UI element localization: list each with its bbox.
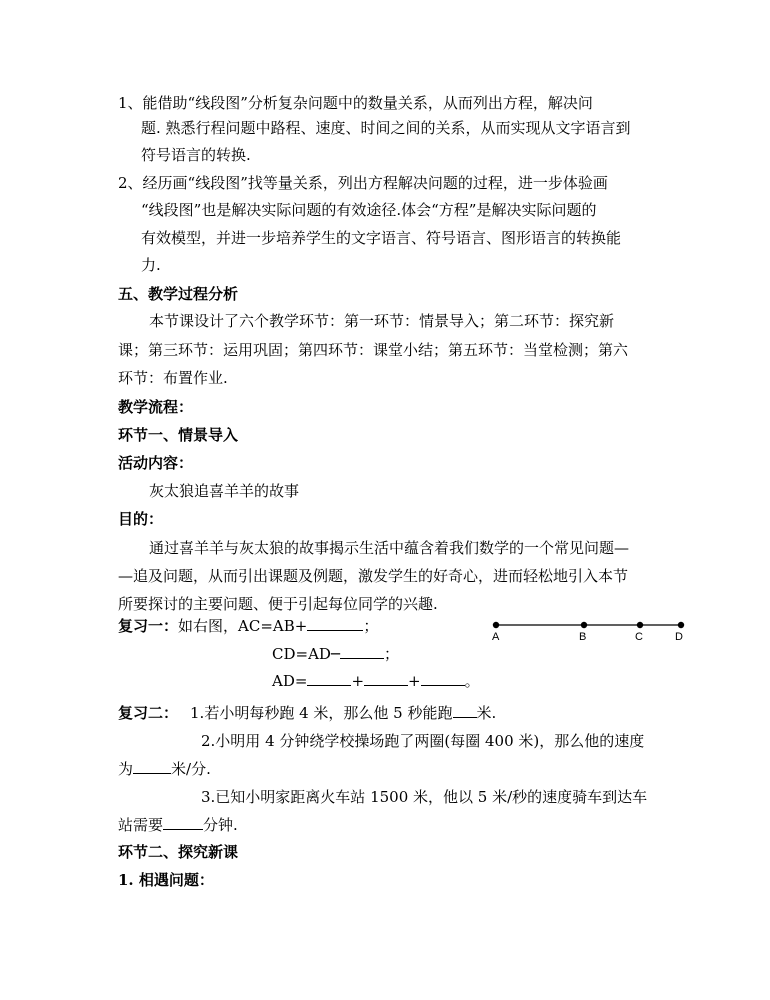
step-2-heading: 环节二、探究新课 (118, 843, 239, 861)
objective-2-line-2: “线段图”也是解决实际问题的有效途径.体会“方程”是解决实际问题的 (141, 201, 597, 219)
review-1-q2-text: CD=AD─ (272, 645, 340, 663)
purpose-label: 目的： (118, 510, 164, 528)
review-2-q2-line-1: 2.小明用 4 分钟绕学校操场跑了两圈(每圈 400 米)，那么他的速度 (201, 732, 645, 750)
review-2-line-1 (118, 703, 496, 723)
review-1-q3-text: AD= (272, 672, 308, 690)
review-2-q3-unit: 分钟. (203, 816, 238, 834)
review-2-q1-unit: 米. (476, 704, 497, 722)
objective-2-line-1: 2、经历画“线段图”找等量关系，列出方程解决问题的过程，进一步体验画 (118, 174, 608, 192)
objective-2-line-4: 力. (141, 256, 161, 274)
review-1-q1-end: ； (363, 617, 379, 635)
purpose-line-3: 所要探讨的主要问题、便于引起每位同学的兴趣. (118, 595, 438, 613)
answer-blank (307, 671, 351, 686)
meeting-problem-heading: 1. 相遇问题： (118, 871, 214, 889)
answer-blank (421, 671, 465, 686)
review-1-line-2 (272, 644, 399, 664)
purpose-line-1: 通过喜羊羊与灰太狼的故事揭示生活中蕴含着我们数学的一个常见问题— (149, 539, 630, 557)
objective-2-line-3: 有效模型，并进一步培养学生的文字语言、符号语言、图形语言的转换能 (141, 229, 622, 247)
point-a-label: A (492, 631, 500, 643)
answer-blank (364, 671, 408, 686)
answer-blank (133, 759, 171, 774)
review-2-q3-line-1: 3.已知小明家距离火车站 1500 米，他以 5 米/秒的速度骑车到达车 (201, 788, 648, 806)
review-2-q2-prefix: 为 (118, 760, 134, 778)
answer-blank (307, 616, 363, 631)
point-c-label: C (635, 631, 643, 643)
point-c-dot (637, 622, 643, 628)
answer-blank (163, 815, 203, 830)
objective-1-line-1: 1、能借助“线段图”分析复杂问题中的数量关系，从而列出方程，解决问 (118, 94, 593, 112)
objective-1-line-3: 符号语言的转换. (141, 146, 251, 164)
activity-label: 活动内容： (118, 454, 194, 472)
point-d-dot (678, 622, 684, 628)
review-1-label: 复习一： (118, 617, 179, 635)
review-1-q2-end: ； (383, 645, 399, 663)
section-5-para-line-1: 本节课设计了六个教学环节：第一环节：情景导入；第二环节：探究新 (149, 312, 615, 330)
teaching-flow-label: 教学流程： (118, 398, 194, 416)
section-5-para-line-3: 环节：布置作业. (118, 369, 228, 387)
review-1-q3-end: 。 (464, 672, 480, 690)
purpose-line-2: —追及问题，从而引出课题及例题，激发学生的好奇心，进而轻松地引入本节 (118, 567, 629, 585)
plus-sign: + (408, 672, 421, 690)
step-1-heading: 环节一、情景导入 (118, 426, 239, 444)
section-5-para-line-2: 课；第三环节：运用巩固；第四环节：课堂小结；第五环节：当堂检测；第六 (118, 341, 629, 359)
review-2-q3-prefix: 站需要 (118, 816, 164, 834)
point-d-label: D (675, 631, 683, 643)
section-5-heading: 五、教学过程分析 (118, 285, 239, 303)
review-1-line-3 (272, 671, 480, 691)
plus-sign: + (351, 672, 365, 690)
point-b-dot (581, 622, 587, 628)
review-2-q1-text: 1.若小明每秒跑 4 米，那么他 5 秒能跑 (190, 704, 453, 722)
answer-blank (340, 644, 384, 659)
review-2-label: 复习二： (118, 704, 179, 722)
objective-1-line-2: 题. 熟悉行程问题中路程、速度、时间之间的关系，从而实现从文字语言到 (141, 119, 631, 137)
point-b-label: B (579, 631, 587, 643)
review-2-q3-line-2 (118, 815, 238, 835)
review-2-q2-line-2 (118, 759, 211, 779)
point-a-dot (493, 622, 499, 628)
review-2-q2-unit: 米/分. (171, 760, 211, 778)
activity-text: 灰太狼追喜羊羊的故事 (149, 482, 300, 500)
line-segment-diagram (490, 617, 690, 643)
review-1-line-1 (118, 616, 378, 636)
review-1-q1-text: 如右图，AC=AB+ (178, 617, 308, 635)
answer-blank (453, 703, 477, 718)
